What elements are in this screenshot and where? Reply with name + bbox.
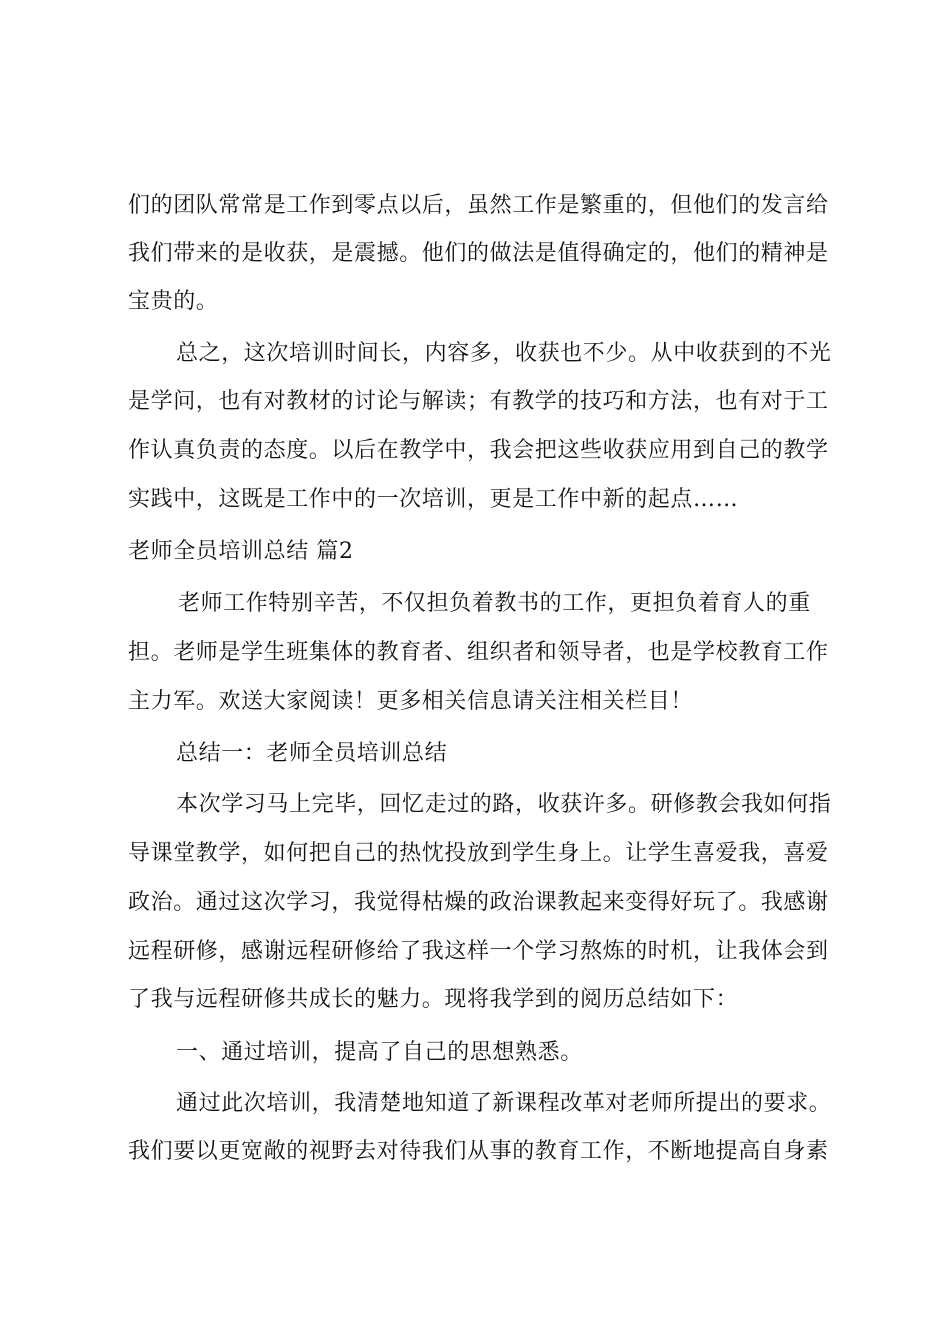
paragraph-line: 总之，这次培训时间长，内容多，收获也不少。从中收获到的不光 (176, 341, 832, 366)
paragraph-line: 作认真负责的态度。以后在教学中，我会把这些收获应用到自己的教学 (128, 438, 829, 463)
paragraph-line: 担。老师是学生班集体的教育者、组织者和领导者，也是学校教育工作 (128, 640, 829, 665)
paragraph-line: 本次学习马上完毕，回忆走过的路，收获许多。研修教会我如何指 (176, 792, 832, 817)
paragraph-line: 我们带来的是收获，是震撼。他们的做法是值得确定的，他们的精神是 (128, 241, 829, 266)
paragraph-line: 主力军。欢送大家阅读！更多相关信息请关注相关栏目！ (128, 689, 694, 714)
paragraph-line: 我们要以更宽敞的视野去对待我们从事的教育工作，不断地提高自身素 (128, 1139, 829, 1164)
section-heading: 老师全员培训总结 篇2 (128, 539, 354, 564)
paragraph-line: 是学问，也有对教材的讨论与解读；有教学的技巧和方法，也有对于工 (128, 389, 829, 414)
paragraph-line: 导课堂教学，如何把自己的热忱投放到学生身上。让学生喜爱我，喜爱 (128, 841, 829, 866)
paragraph-line: 老师工作特别辛苦，不仅担负着教书的工作，更担负着育人的重 (178, 591, 811, 616)
list-heading: 一、通过培训，提高了自己的思想熟悉。 (176, 1040, 583, 1065)
paragraph-line: 通过此次培训，我清楚地知道了新课程改革对老师所提出的要求。 (176, 1091, 832, 1116)
subsection-heading: 总结一：老师全员培训总结 (176, 741, 448, 766)
paragraph-line: 政治。通过这次学习，我觉得枯燥的政治课教起来变得好玩了。我感谢 (128, 890, 829, 915)
paragraph-line: 了我与远程研修共成长的魅力。现将我学到的阅历总结如下： (128, 987, 739, 1012)
paragraph-line: 远程研修，感谢远程研修给了我这样一个学习熬炼的时机，让我体会到 (128, 939, 829, 964)
paragraph-line: 宝贵的。 (128, 289, 219, 314)
paragraph-line: 们的团队常常是工作到零点以后，虽然工作是繁重的，但他们的发言给 (128, 193, 829, 218)
paragraph-line: 实践中，这既是工作中的一次培训，更是工作中新的起点…… (128, 487, 739, 512)
